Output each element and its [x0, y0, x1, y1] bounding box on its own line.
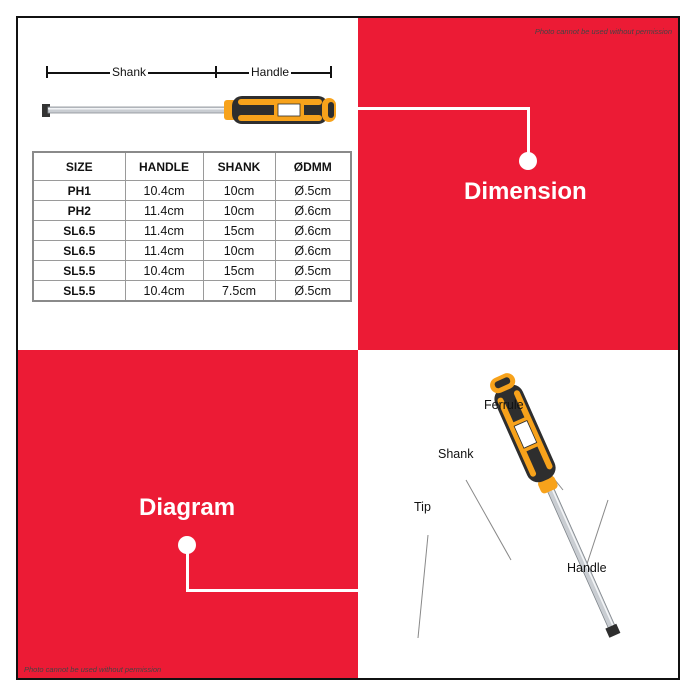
table-header-handle: HANDLE — [125, 152, 203, 181]
diagram-callout-line-h — [186, 589, 376, 592]
dim-tick-right — [330, 66, 332, 78]
shank-label: Shank — [438, 447, 474, 461]
table-row — [33, 221, 351, 241]
spec-table — [32, 151, 352, 302]
table-cell-shank: 15cm — [203, 261, 275, 281]
dimension-callout-line-v — [527, 107, 530, 157]
table-cell-handle: 11.4cm — [125, 221, 203, 241]
table-cell-diameter: Ø.5cm — [275, 281, 351, 302]
table-row — [33, 281, 351, 302]
table-cell-shank: 15cm — [203, 221, 275, 241]
table-cell-handle: 10.4cm — [125, 261, 203, 281]
table-cell-shank: 10cm — [203, 201, 275, 221]
table-header-diameter: ØDMM — [275, 152, 351, 181]
table-cell-size: PH1 — [33, 181, 125, 201]
table-cell-diameter: Ø.5cm — [275, 261, 351, 281]
handle-label: Handle — [567, 561, 607, 575]
table-header-size: SIZE — [33, 152, 125, 181]
table-cell-handle: 10.4cm — [125, 281, 203, 302]
table-cell-shank: 10cm — [203, 181, 275, 201]
watermark-bottom: Photo cannot be used without permission — [24, 665, 162, 674]
screwdriver-horizontal-image — [38, 84, 358, 144]
table-row — [33, 201, 351, 221]
table-row — [33, 241, 351, 261]
table-cell-shank: 7.5cm — [203, 281, 275, 302]
table-cell-size: SL5.5 — [33, 281, 125, 302]
table-header-shank: SHANK — [203, 152, 275, 181]
dimension-callout-line-h — [346, 107, 530, 110]
table-cell-size: SL6.5 — [33, 241, 125, 261]
shank-dimension-label: Shank — [112, 65, 147, 79]
table-cell-handle: 11.4cm — [125, 201, 203, 221]
table-row — [33, 261, 351, 281]
table-header-row — [33, 152, 351, 181]
table-cell-shank: 10cm — [203, 241, 275, 261]
table-cell-diameter: Ø.6cm — [275, 201, 351, 221]
table-cell-diameter: Ø.6cm — [275, 221, 351, 241]
dimension-title: Dimension — [464, 178, 587, 205]
table-cell-handle: 11.4cm — [125, 241, 203, 261]
table-cell-size: SL5.5 — [33, 261, 125, 281]
watermark-top: Photo cannot be used without permission — [534, 27, 672, 36]
table-cell-diameter: Ø.6cm — [275, 241, 351, 261]
tip-label: Tip — [414, 500, 431, 514]
table-cell-handle: 10.4cm — [125, 181, 203, 201]
diagram-callout-line-v — [186, 548, 189, 592]
handle-dimension-label: Handle — [251, 65, 290, 79]
dimension-callout-dot — [519, 152, 537, 170]
table-cell-size: SL6.5 — [33, 221, 125, 241]
ferrule-label: Ferrule — [484, 398, 524, 412]
table-row — [33, 181, 351, 201]
product-infographic — [16, 16, 680, 680]
table-cell-size: PH2 — [33, 201, 125, 221]
table-cell-diameter: Ø.5cm — [275, 181, 351, 201]
diagram-title: Diagram — [139, 494, 236, 521]
